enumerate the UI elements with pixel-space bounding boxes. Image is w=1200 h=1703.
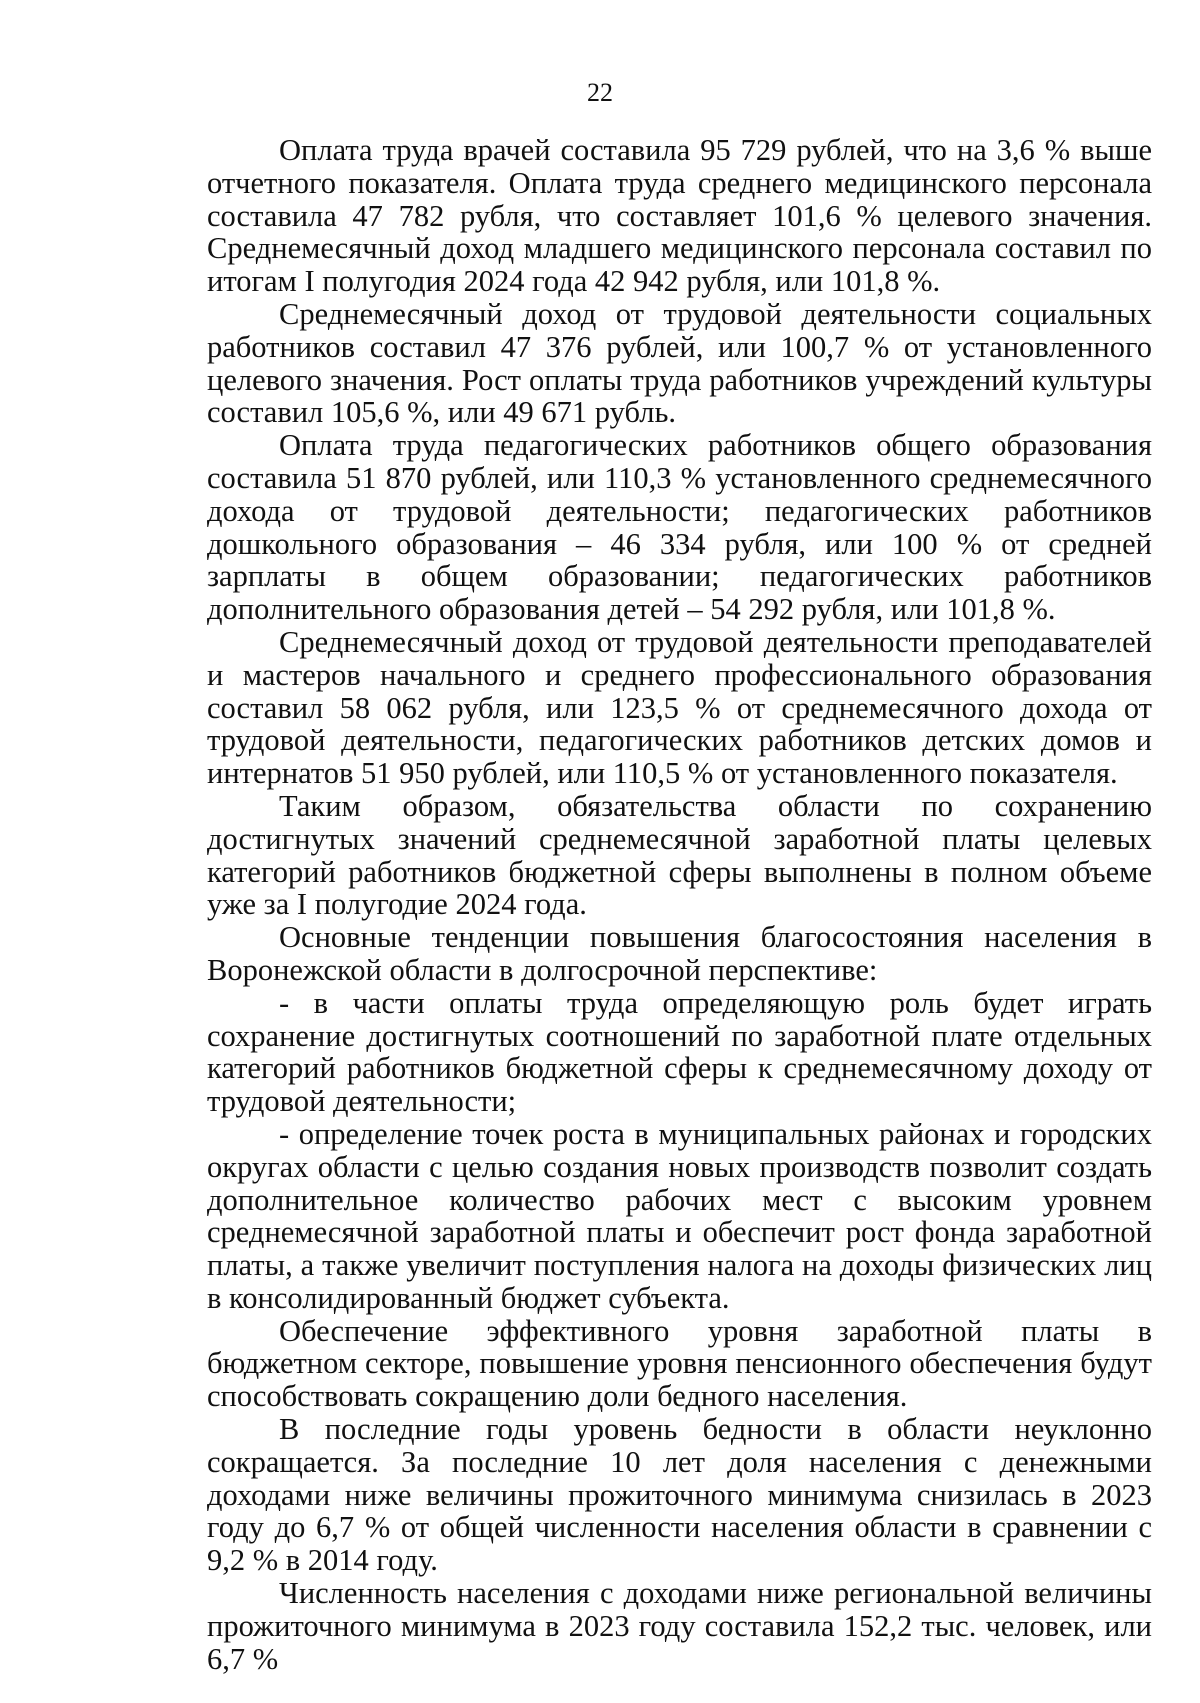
paragraph-main-trends: Основные тенденции повышения благосостояния населения в Воронежской области в долгосрочной перспективе: — [207, 920, 1152, 987]
paragraph-poverty-decline: В последние годы уровень бедности в области неуклонно сокращается. За последние 10 лет доля населения с денежными доходами ниже величины прожиточного минимума снизилась в 2023 году до 6,7 % от общей численности населения области в сравнении с 9,2 % в 2014 году. — [207, 1412, 1152, 1578]
paragraph-vocational-teachers-income: Среднемесячный доход от трудовой деятельности преподавателей и мастеров начального и среднего профессионального образования составил 58 062 рубля, или 123,5 % от среднемесячного дохода от трудовой деятельности, педагогических работников детских домов и интернатов 51 950 рублей, или 110,5 % от установленного показателя. — [207, 624, 1152, 791]
paragraph-trend-growth-points: - определение точек роста в муниципальных районах и городских округах области с целью создания новых производств позволит создать дополнительное количество рабочих мест с высоким уровнем среднемесячной заработной платы и обеспечит рост фонда заработной платы, а также увеличит поступления налога на доходы физических лиц в консолидированный бюджет субъекта. — [207, 1116, 1152, 1315]
paragraph-poverty-reduction-factors: Обеспечение эффективного уровня заработной платы в бюджетном секторе, повышение уровня пенсионного обеспечения будут способствовать сокращению доли бедного населения. — [207, 1313, 1152, 1414]
paragraph-teachers-salary: Оплата труда педагогических работников общего образования составила 51 870 рублей, или 110,3 % установленного среднемесячного дохода от трудовой деятельности; педагогических работников дошкольного образования – 46 334 рубля, или 100 % от средней зарплаты в общем образовании; педагогических работников дополнительного образования детей – 54 292 рубля, или 101,8 %. — [207, 428, 1152, 627]
paragraph-trend-salary-ratios: - в части оплаты труда определяющую роль будет играть сохранение достигнутых соотношений по заработной плате отдельных категорий работников бюджетной сферы к среднемесячному доходу от трудовой деятельности; — [207, 985, 1152, 1119]
paragraph-low-income-population: Численность населения с доходами ниже региональной величины прожиточного минимума в 2023 году составила 152,2 тыс. человек, или 6,7 % — [207, 1576, 1152, 1676]
paragraph-social-workers-income: Среднемесячный доход от трудовой деятельности социальных работников составил 47 376 рублей, или 100,7 % от установленного целевого значения. Рост оплаты труда работников учреждений культуры составил 105,6 %, или 49 671 рубль. — [207, 296, 1152, 430]
paragraph-doctors-salary: Оплата труда врачей составила 95 729 рублей, что на 3,6 % выше отчетного показателя. Оплата труда среднего медицинского персонала составила 47 782 рубля, что составляет 101,6 % целевого значения. Среднемесячный доход младшего медицинского персонала составил по итогам I полугодия 2024 года 42 942 рубля, или 101,8 %. — [207, 133, 1152, 299]
paragraph-obligations-fulfilled: Таким образом, обязательства области по сохранению достигнутых значений среднемесячной заработной платы целевых категорий работников бюджетной сферы выполнены в полном объеме уже за I полугодие 2024 года. — [207, 788, 1152, 922]
document-body — [207, 134, 1152, 1675]
page-number: 22 — [587, 78, 613, 107]
